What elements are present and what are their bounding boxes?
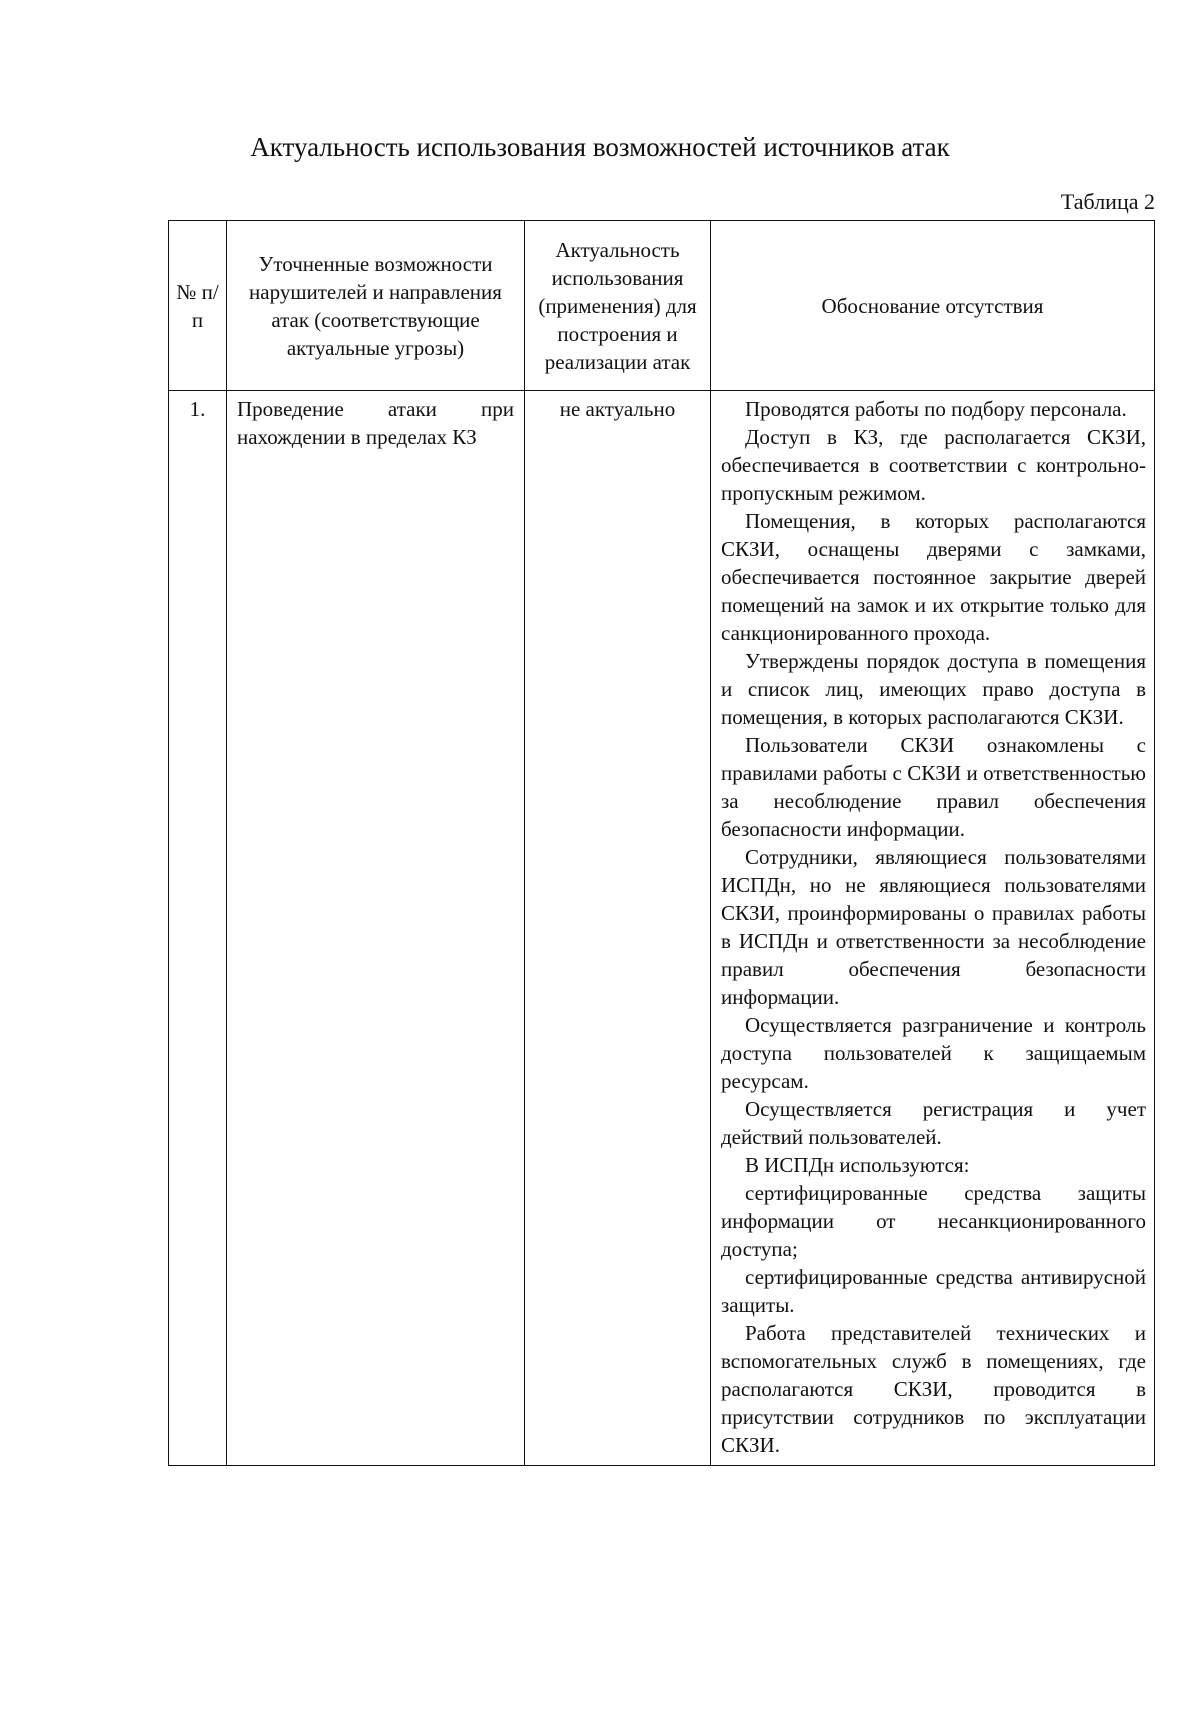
- table-row: [169, 391, 1155, 1466]
- column-header-capabilities: Уточненные возможности нарушителей и направления атак (соответствующие актуальные угрозы): [227, 221, 525, 391]
- justification-paragraph: Работа представителей технических и вспомогательных служб в помещениях, где располагаются СКЗИ, проводится в присутствии сотрудников по эксплуатации СКЗИ.: [721, 1321, 1146, 1457]
- column-header-relevance: Актуальность использования (применения) для построения и реализации атак: [525, 221, 711, 391]
- page-title: Актуальность использования возможностей источников атак: [250, 132, 950, 162]
- justification-paragraph: Осуществляется регистрация и учет действий пользователей.: [721, 1097, 1146, 1149]
- justification-paragraph: В ИСПДн используются:: [745, 1153, 970, 1177]
- attack-sources-table: [168, 220, 1155, 1466]
- table-header-row: [169, 221, 1155, 391]
- table-caption: Таблица 2: [1060, 189, 1155, 214]
- justification-paragraph: Осуществляется разграничение и контроль доступа пользователей к защищаемым ресурсам.: [721, 1013, 1146, 1093]
- justification-paragraph: Помещения, в которых располагаются СКЗИ, оснащены дверями с замками, обеспечивается постоянное закрытие дверей помещений на замок и их открытие только для санкционированного прохода.: [721, 509, 1146, 645]
- column-header-justification: Обоснование отсутствия: [711, 221, 1155, 391]
- column-header-number: № п/п: [169, 221, 227, 391]
- justification-cell: [711, 391, 1155, 1466]
- justification-paragraph: Пользователи СКЗИ ознакомлены с правилами работы с СКЗИ и ответственностью за несоблюдение правил обеспечения безопасности информации.: [721, 733, 1146, 841]
- row-number: 1.: [169, 391, 227, 1466]
- justification-paragraph: Сотрудники, являющиеся пользователями ИСПДн, но не являющиеся пользователями СКЗИ, проинформированы о правилах работы в ИСПДн и ответственности за несоблюдение правил обеспечения безопасности информации.: [721, 845, 1146, 1009]
- justification-paragraph: Проводятся работы по подбору персонала.: [745, 397, 1127, 421]
- justification-paragraph: Утверждены порядок доступа в помещения и список лиц, имеющих право доступа в помещения, в которых располагаются СКЗИ.: [721, 649, 1146, 729]
- justification-paragraph: сертифицированные средства защиты информации от несанкционированного доступа;: [721, 1181, 1146, 1261]
- relevance-value: не актуально: [525, 391, 711, 1466]
- justification-paragraph: сертифицированные средства антивирусной защиты.: [721, 1265, 1146, 1317]
- attack-description: Проведение атаки при нахождении в пределах КЗ: [227, 391, 525, 1466]
- justification-paragraph: Доступ в КЗ, где располагается СКЗИ, обеспечивается в соответствии с контрольно-пропускным режимом.: [721, 425, 1146, 505]
